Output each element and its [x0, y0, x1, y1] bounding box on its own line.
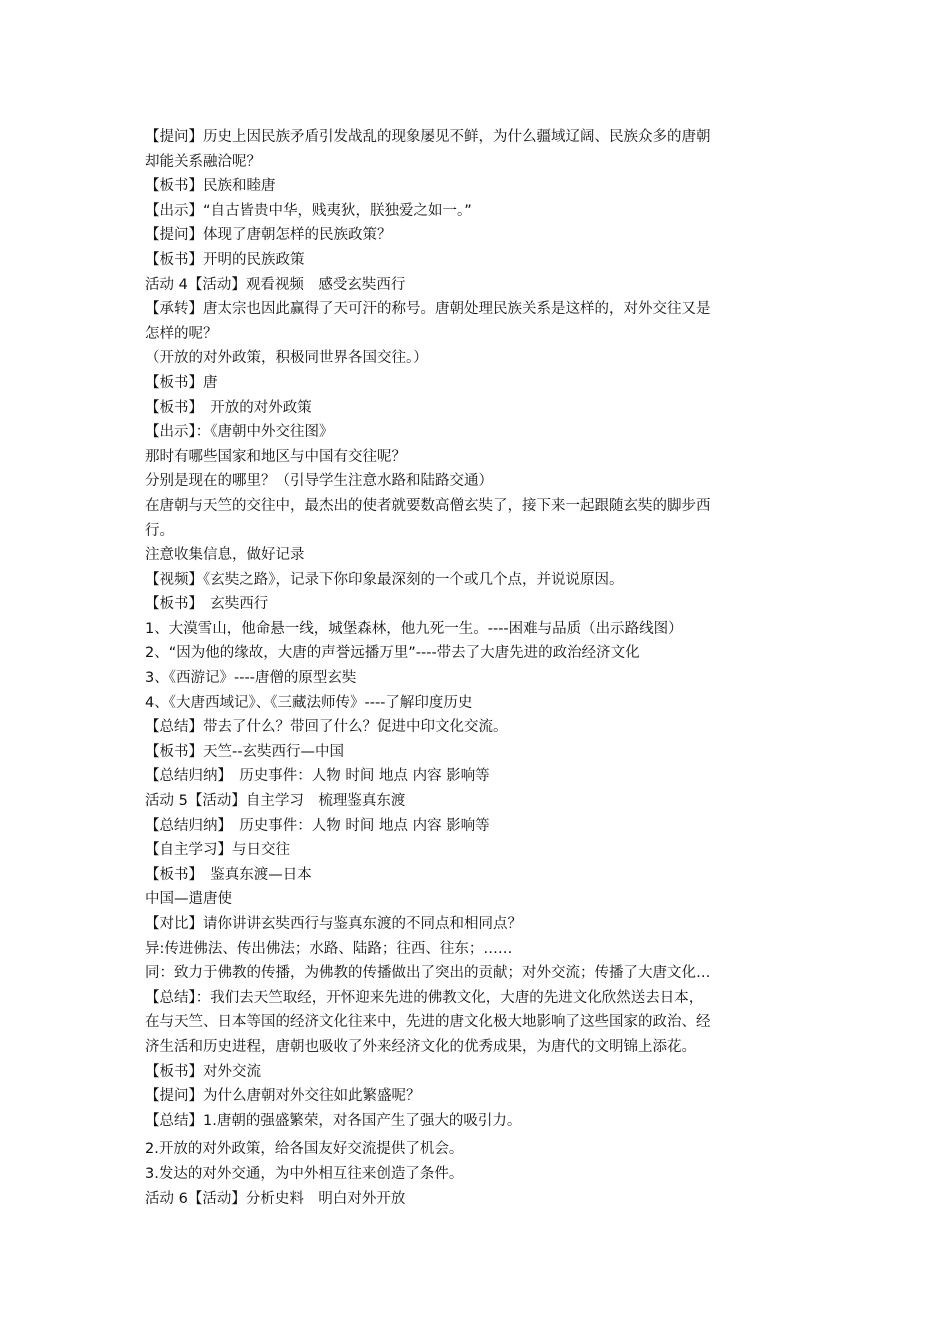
- text-line: 【板书】对外交流: [145, 1063, 261, 1080]
- summary-text: 【总结】1.唐朝的强盛繁荣，对各国产生了强大的吸引力。: [145, 1112, 522, 1129]
- text-line: 【板书】唐: [145, 374, 218, 391]
- text-line: （开放的对外政策，积极同世界各国交往。）: [145, 350, 428, 367]
- text-line: 在与天竺、日本等国的经济文化往来中，先进的唐文化极大地影响了这些国家的政治、经: [145, 1014, 711, 1031]
- list-item: 1、大漠雪山，他命悬一线，城堡森林，他九死一生。----困难与品质（出示路线图）: [145, 620, 683, 637]
- text-line: 【视频】《玄奘之路》，记录下你印象最深刻的一个或几个点，并说说原因。: [145, 571, 624, 588]
- list-item: 2.开放的对外政策，给各国友好交流提供了机会。: [145, 1141, 464, 1158]
- text-line: 【承转】唐太宗也因此赢得了天可汗的称号。唐朝处理民族关系是这样的，对外交往又是: [145, 301, 711, 318]
- document-body: [145, 125, 815, 1211]
- activity-heading: 活动 6【活动】分析史料 明白对外开放: [145, 1190, 406, 1207]
- text-line: 【总结】带去了什么？带回了什么？促进中印文化交流。: [145, 719, 508, 736]
- text-line: 分别是现在的哪里？（引导学生注意水路和陆路交通）: [145, 473, 493, 490]
- list-item: 3、《西游记》----唐僧的原型玄奘: [145, 670, 357, 687]
- text-line: 【提问】历史上因民族矛盾引发战乱的现象屡见不鲜，为什么疆域辽阔、民族众多的唐朝: [145, 129, 711, 145]
- text-line: 行。: [145, 522, 174, 539]
- text-line: 那时有哪些国家和地区与中国有交往呢？: [145, 448, 406, 465]
- text-line: 【总结归纳】 历史事件：人物 时间 地点 内容 影响等: [145, 768, 490, 785]
- text-line: 异:传进佛法、传出佛法；水路、陆路；往西、往东；……: [145, 940, 513, 957]
- text-line: 济生活和历史进程，唐朝也吸收了外来经济文化的优秀成果，为唐代的文明锦上添花。: [145, 1038, 696, 1055]
- text-line: 【总结归纳】 历史事件：人物 时间 地点 内容 影响等: [145, 817, 490, 834]
- text-line: 【自主学习】与日交往: [145, 842, 290, 859]
- summary-line: [145, 1109, 815, 1134]
- text-line: 【板书】 鉴真东渡—日本: [145, 866, 312, 883]
- text-line: 在唐朝与天竺的交往中，最杰出的使者就要数高僧玄奘了，接下来一起跟随玄奘的脚步西: [145, 497, 711, 514]
- text-line: 注意收集信息，做好记录: [145, 547, 305, 564]
- activity-heading: 活动 5【活动】自主学习 梳理鉴真东渡: [145, 793, 406, 810]
- text-line: 【板书】民族和睦唐: [145, 178, 276, 195]
- text-line: 【板书】开明的民族政策: [145, 251, 305, 268]
- list-item: 4、《大唐西域记》、《三藏法师传》----了解印度历史: [145, 694, 473, 711]
- text-line: 【提问】为什么唐朝对外交往如此繁盛呢？: [145, 1088, 421, 1105]
- list-item: 2、“因为他的缘故，大唐的声誉远播万里”----带去了大唐先进的政治经济文化: [145, 645, 640, 662]
- text-line: 【提问】体现了唐朝怎样的民族政策？: [145, 227, 392, 244]
- text-line: 中国—遣唐使: [145, 891, 232, 908]
- text-line: 却能关系融洽呢？: [145, 153, 261, 170]
- text-line: 【板书】 开放的对外政策: [145, 399, 312, 416]
- list-item: 3.发达的对外交通，为中外相互往来创造了条件。: [145, 1165, 464, 1182]
- text-line: 怎样的呢？: [145, 325, 218, 342]
- text-line: 【出示】“自古皆贵中华，贱夷狄，朕独爱之如一。”: [145, 202, 472, 219]
- text-line: 【对比】请你讲讲玄奘西行与鉴真东渡的不同点和相同点？: [145, 916, 522, 932]
- text-line: 同：致力于佛教的传播，为佛教的传播做出了突出的贡献；对外交流；传播了大唐文化…: [145, 965, 711, 982]
- text-line: 【出示】：《唐朝中外交往图》: [145, 424, 334, 441]
- text-line: 【板书】天竺--玄奘西行—中国: [145, 743, 344, 760]
- text-line: 【板书】 玄奘西行: [145, 596, 269, 613]
- text-line: 【总结】：我们去天竺取经，开怀迎来先进的佛教文化，大唐的先进文化欣然送去日本，: [145, 989, 704, 1006]
- activity-heading: 活动 4【活动】观看视频 感受玄奘西行: [145, 276, 406, 293]
